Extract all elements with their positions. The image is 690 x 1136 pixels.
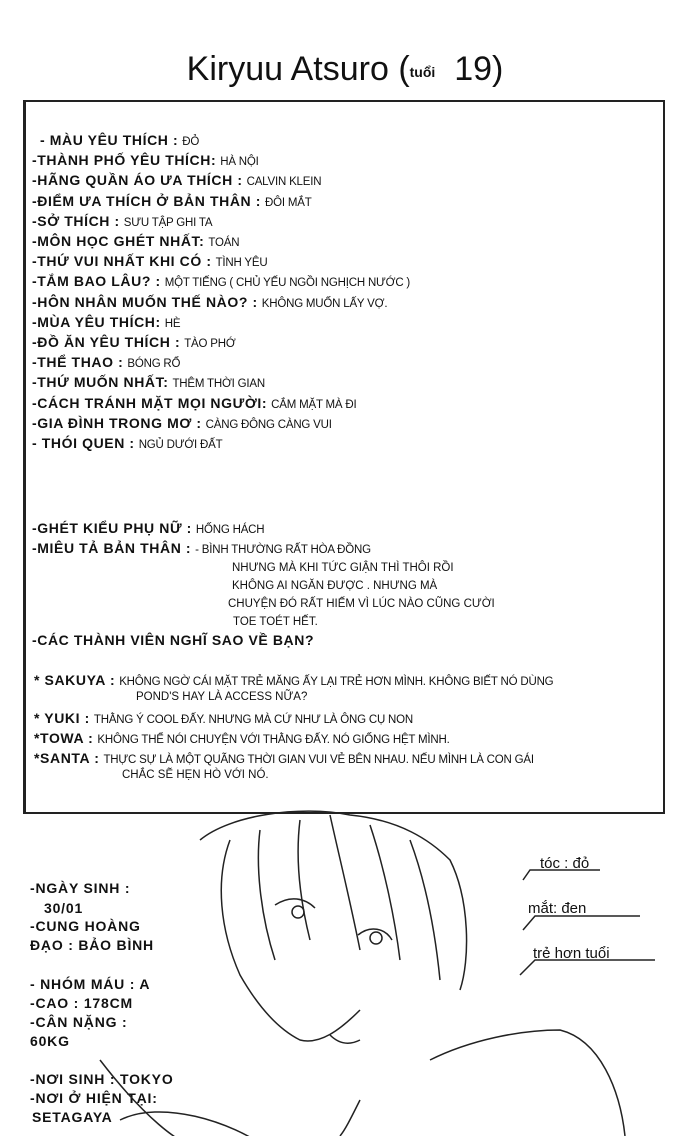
- stat-line: 30/01: [44, 900, 84, 916]
- annotation-note: trẻ hơn tuổi: [533, 945, 610, 962]
- annotation-note: tóc : đỏ: [540, 855, 590, 872]
- field-value: TÌNH YÊU: [215, 257, 268, 270]
- field-value: THỰC SỰ LÀ MỘT QUÃNG THỜI GIAN VUI VẺ BÊN NHAU. NẾU MÌNH LÀ CON GÁI: [103, 754, 534, 766]
- field-value: TOÁN: [208, 237, 240, 249]
- stat-line: - NHÓM MÁU : A: [30, 976, 151, 992]
- member-comment-continued: CHẮC SẼ HẸN HÒ VỚI NÓ.: [122, 769, 269, 781]
- age-value: 19): [454, 50, 504, 88]
- paren: (: [398, 50, 410, 88]
- stat-line: -CAO : 178CM: [30, 995, 133, 1011]
- stat-line: 60KG: [30, 1033, 70, 1049]
- field-value: CẮM MẶT MÀ ĐI: [271, 398, 357, 411]
- field-value: HỐNG HÁCH: [195, 524, 265, 536]
- field-value: NGỦ DƯỚI ĐẤT: [138, 439, 223, 451]
- field-value: KHÔNG NGỜ CÁI MẶT TRẺ MĂNG ẤY LẠI TRẺ HƠN MÌNH. KHÔNG BIẾT NÓ DÙNG: [119, 676, 554, 688]
- field-label: - THÓI QUEN :: [32, 435, 135, 451]
- field-label: -THỨ MUỐN NHẤT:: [32, 374, 169, 391]
- field-value: - BÌNH THƯỜNG RẤT HÒA ĐỒNG: [195, 544, 371, 556]
- field-label: -HÔN NHÂN MUỐN THẾ NÀO? :: [32, 293, 258, 310]
- field-label: *TOWA :: [34, 730, 94, 746]
- self-description-line: KHÔNG AI NGĂN ĐƯỢC . NHƯNG MÀ: [232, 580, 438, 592]
- field-label: -CÁC THÀNH VIÊN NGHĨ SAO VỀ BẠN?: [32, 632, 315, 648]
- field-value: MỘT TIẾNG ( CHỦ YẾU NGỒI NGHỊCH NƯỚC ): [164, 277, 411, 290]
- field-label: *SANTA :: [34, 750, 100, 766]
- stat-line: -NGÀY SINH :: [30, 880, 131, 896]
- field-value: TÀO PHỚ: [184, 338, 236, 350]
- field-label: -THÀNH PHỐ YÊU THÍCH:: [32, 152, 217, 169]
- field-value: THẰNG Ý COOL ĐẤY. NHƯNG MÀ CỨ NHƯ LÀ ÔNG CỤ NON: [93, 714, 413, 726]
- field-value: HÀ NỘI: [220, 156, 259, 169]
- field-value: CALVIN KLEIN: [246, 176, 322, 189]
- field-label: -MIÊU TẢ BẢN THÂN :: [32, 540, 192, 556]
- stat-line: -CUNG HOÀNG: [30, 918, 141, 934]
- field-value: ĐÔI MẮT: [265, 196, 312, 209]
- stat-line: SETAGAYA: [32, 1109, 113, 1125]
- stat-line: -NƠI SINH : TOKYO: [30, 1071, 174, 1087]
- self-description-line: CHUYỆN ĐÓ RẤT HIẾM VÌ LÚC NÀO CŨNG CƯỜI: [228, 598, 495, 610]
- age-label: tuổi: [409, 64, 436, 81]
- field-label: -MÔN HỌC GHÉT NHẤT:: [32, 233, 205, 249]
- field-label: -ĐIỂM ƯA THÍCH Ở BẢN THÂN :: [32, 192, 261, 209]
- field-label: -SỞ THÍCH :: [32, 212, 120, 229]
- field-value: HÈ: [164, 317, 181, 330]
- self-description-line: TOE TOÉT HẾT.: [233, 616, 318, 628]
- field-label: -HÃNG QUẦN ÁO ƯA THÍCH :: [32, 172, 243, 189]
- self-description-line: NHƯNG MÀ KHI TỨC GIẬN THÌ THÔI RỒI: [232, 562, 454, 574]
- field-label: -MÙA YÊU THÍCH:: [32, 313, 161, 330]
- field-label: -THỂ THAO :: [32, 354, 124, 371]
- field-value: SƯU TẬP GHI TA: [123, 216, 213, 229]
- field-value: BÓNG RỔ: [127, 358, 181, 371]
- field-value: ĐỎ: [182, 136, 200, 148]
- annotation-note: mắt: đen: [528, 900, 587, 917]
- field-value: THÊM THỜI GIAN: [172, 378, 265, 391]
- stat-line: -NƠI Ở HIỆN TẠI:: [30, 1090, 158, 1106]
- field-label: -GIA ĐÌNH TRONG MƠ :: [32, 414, 202, 431]
- stat-line: -CÂN NẶNG :: [30, 1014, 128, 1030]
- field-label: -THỨ VUI NHẤT KHI CÓ :: [32, 253, 212, 270]
- character-name: Kiryuu Atsuro: [186, 50, 389, 88]
- field-label: -GHÉT KIỂU PHỤ NỮ :: [32, 520, 192, 536]
- field-value: CÀNG ĐÔNG CÀNG VUI: [205, 418, 332, 431]
- member-comment-continued: POND'S HAY LÀ ACCESS NỮA?: [136, 691, 308, 703]
- field-label: * YUKI :: [34, 710, 90, 726]
- field-label: * SAKUYA :: [34, 672, 116, 688]
- field-value: KHÔNG THỂ NÓI CHUYỆN VỚI THẰNG ĐẤY. NÓ GIỐNG HỆT MÌNH.: [97, 734, 450, 746]
- stat-line: ĐẠO : BẢO BÌNH: [30, 937, 154, 953]
- field-label: -TẮM BAO LÂU? :: [32, 273, 161, 290]
- field-label: -CÁCH TRÁNH MẶT MỌI NGƯỜI:: [32, 394, 268, 411]
- field-value: KHÔNG MUỐN LẤY VỢ.: [261, 297, 388, 310]
- field-label: - MÀU YÊU THÍCH :: [40, 132, 179, 148]
- field-label: -ĐỒ ĂN YÊU THÍCH :: [32, 334, 181, 350]
